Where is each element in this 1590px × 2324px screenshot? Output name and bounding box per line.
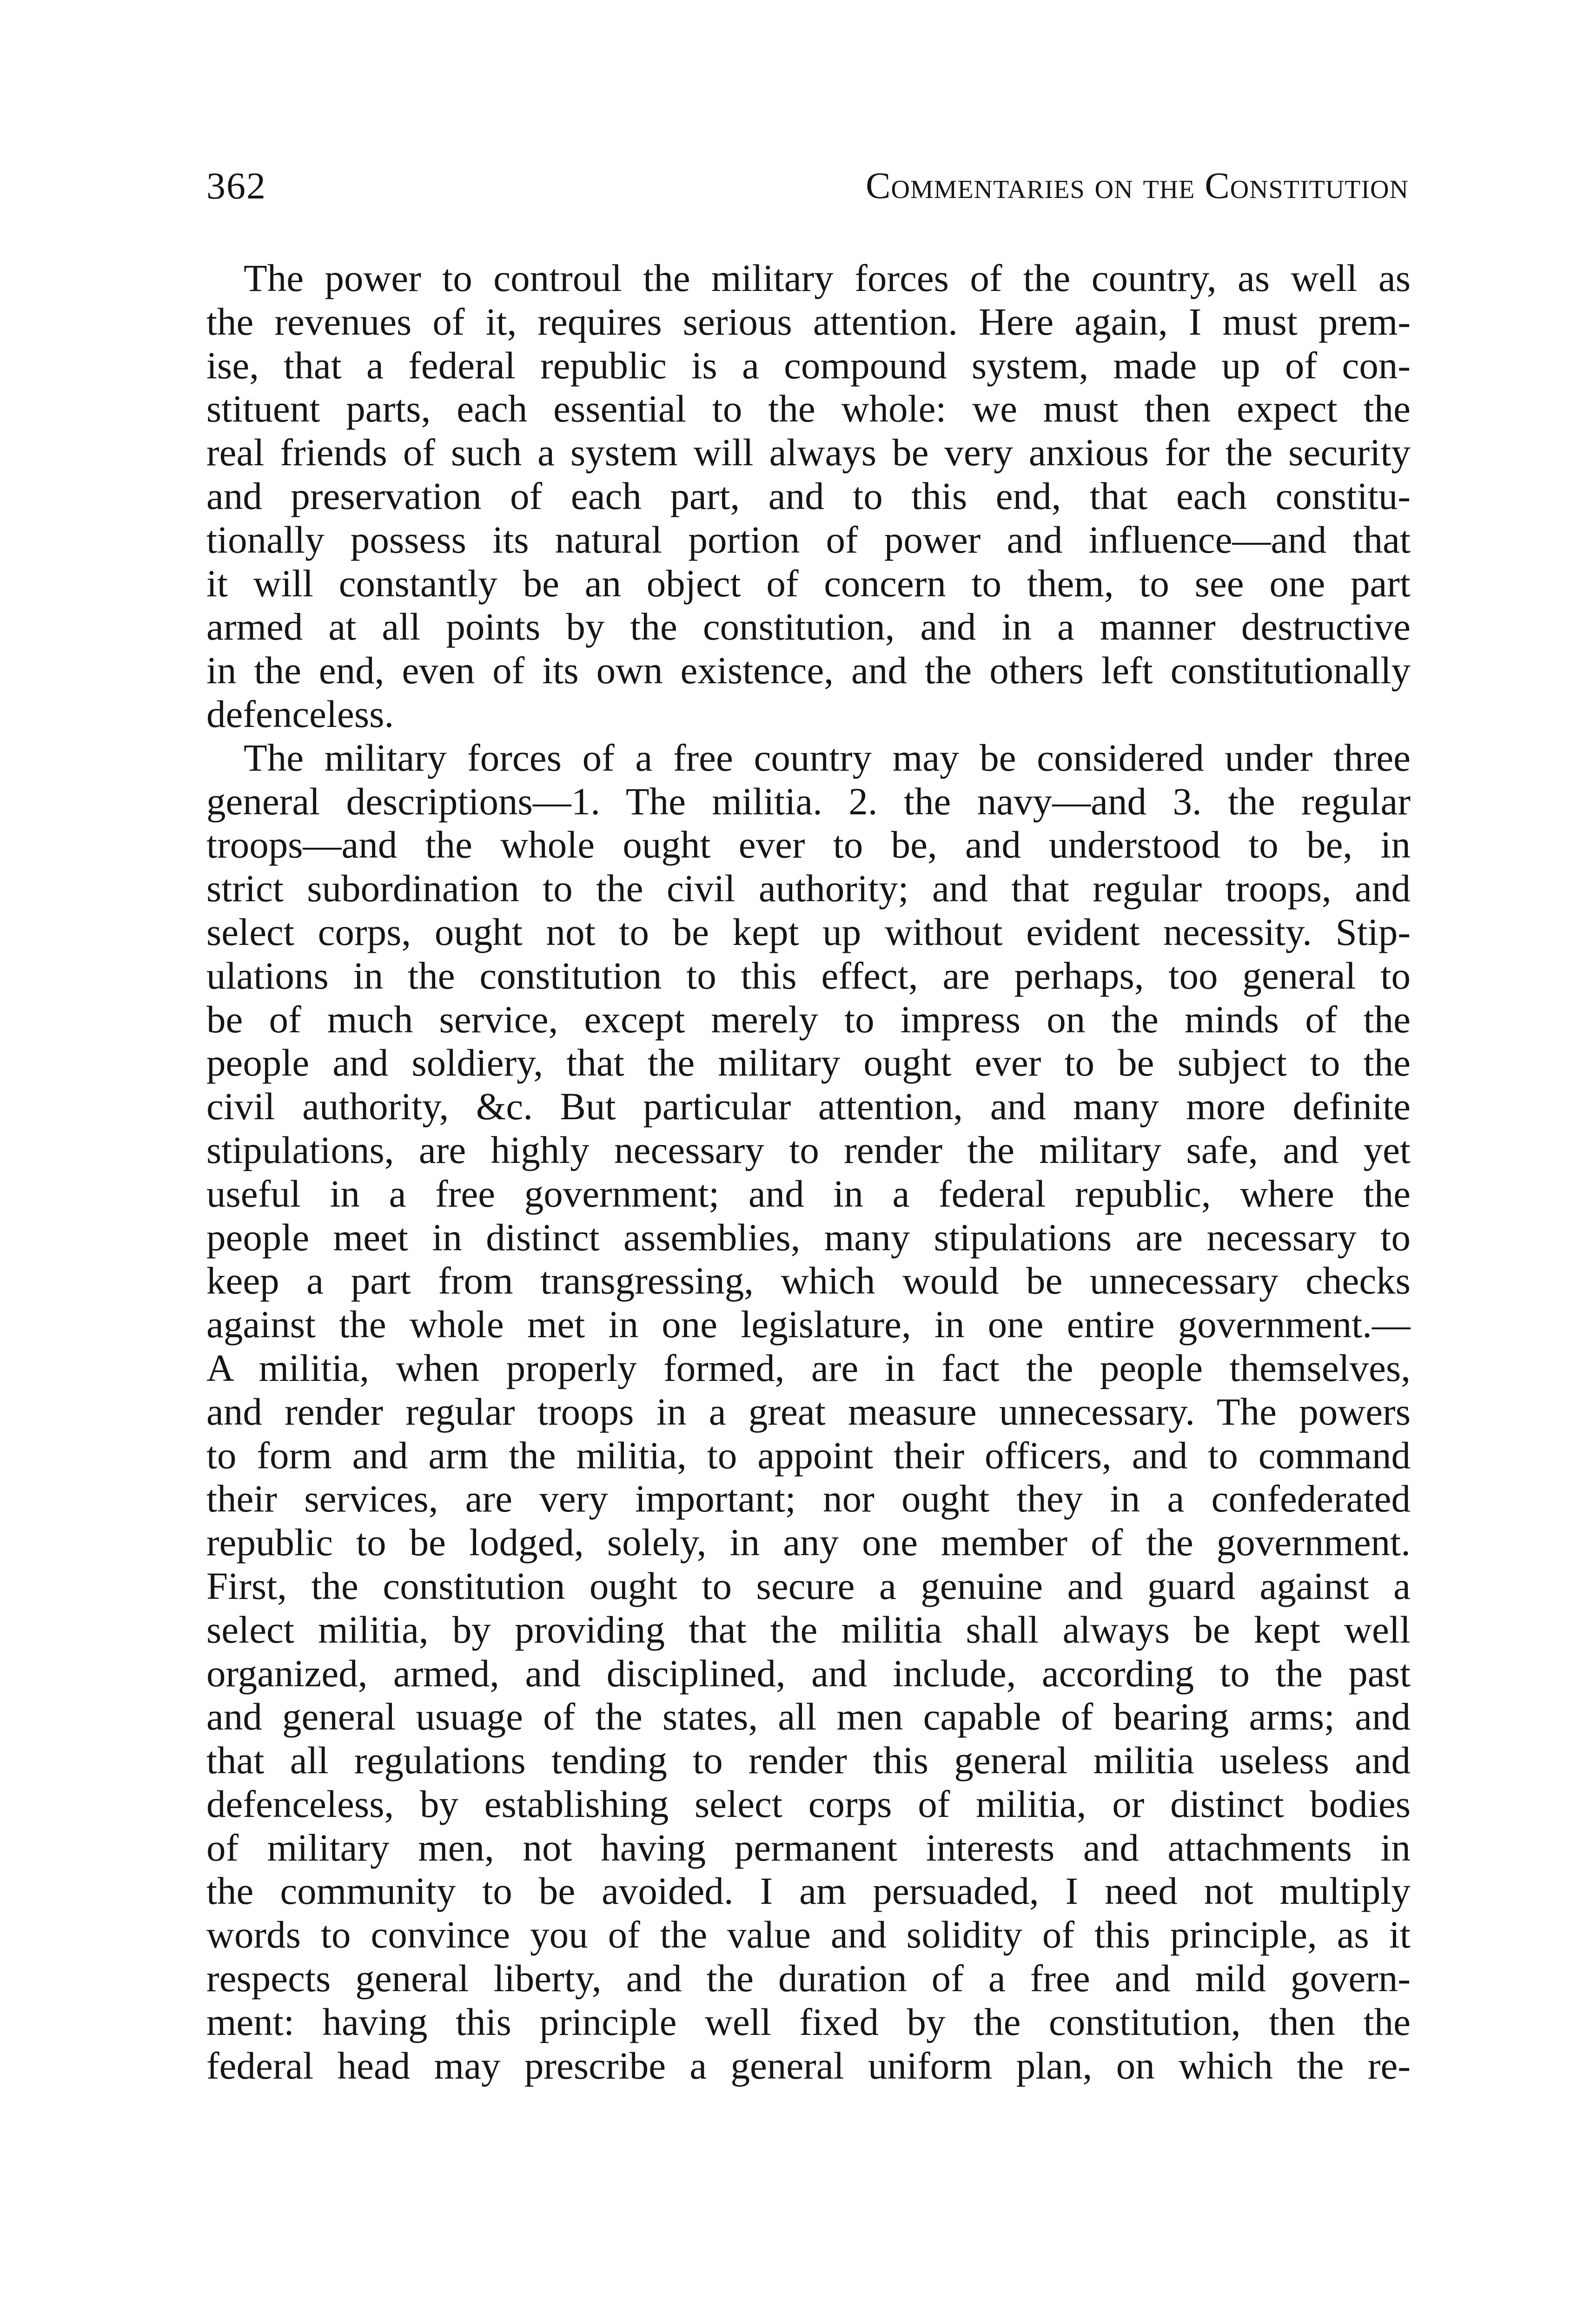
paragraph-2-line-7: be of much service, except merely to impress on the minds of the — [206, 997, 1411, 1041]
paragraph-1-line-3: ise, that a federal republic is a compound system, made up of con- — [206, 343, 1411, 387]
paragraph-2-line-28: words to convince you of the value and solidity of this principle, as it — [206, 1913, 1411, 1956]
paragraph-2-line-11: useful in a free government; and in a federal republic, where the — [206, 1172, 1411, 1215]
paragraph-2-line-27: the community to be avoided. I am persuaded, I need not multiply — [206, 1869, 1411, 1913]
paragraph-2-line-22: organized, armed, and disciplined, and include, according to the past — [206, 1651, 1411, 1695]
paragraph-2-line-30: ment: having this principle well fixed by the constitution, then the — [206, 2000, 1411, 2043]
paragraph-2-line-31: federal head may prescribe a general uniform plan, on which the re- — [206, 2044, 1411, 2087]
paragraph-2-line-15: A militia, when properly formed, are in fact the people themselves, — [206, 1346, 1411, 1389]
page-header — [206, 160, 1409, 211]
paragraph-2-line-16: and render regular troops in a great measure unnecessary. The powers — [206, 1390, 1411, 1433]
paragraph-2-line-6: ulations in the constitution to this effect, are perhaps, too general to — [206, 954, 1411, 997]
paragraph-2-line-20: First, the constitution ought to secure a genuine and guard against a — [206, 1564, 1411, 1607]
paragraph-2-line-4: strict subordination to the civil authority; and that regular troops, and — [206, 867, 1411, 910]
paragraph-2-line-23: and general usuage of the states, all men capable of bearing arms; and — [206, 1695, 1411, 1738]
paragraph-1-line-6: and preservation of each part, and to this end, that each constitu- — [206, 474, 1411, 517]
paragraph-1-line-11: defenceless. — [206, 692, 394, 735]
paragraph-2-line-18: their services, are very important; nor ought they in a confederated — [206, 1477, 1411, 1520]
paragraph-1-line-5: real friends of such a system will always be very anxious for the security — [206, 431, 1411, 474]
paragraph-1-line-4: stituent parts, each essential to the whole: we must then expect the — [206, 387, 1411, 430]
body-text — [206, 257, 1411, 2087]
paragraph-1-line-8: it will constantly be an object of concern to them, to see one part — [206, 561, 1411, 605]
paragraph-2-line-21: select militia, by providing that the militia shall always be kept well — [206, 1608, 1411, 1651]
paragraph-2-line-12: people meet in distinct assemblies, many stipulations are necessary to — [206, 1215, 1411, 1259]
paragraph-2-line-14: against the whole met in one legislature, in one entire government.— — [206, 1303, 1411, 1346]
paragraph-2-line-5: select corps, ought not to be kept up without evident necessity. Stip- — [206, 910, 1411, 953]
paragraph-1-line-7: tionally possess its natural portion of power and influence—and that — [206, 518, 1411, 561]
paragraph-2-line-9: civil authority, &c. But particular attention, and many more definite — [206, 1085, 1411, 1128]
paragraph-2-line-10: stipulations, are highly necessary to render the military safe, and yet — [206, 1128, 1411, 1171]
paragraph-2-line-8: people and soldiery, that the military ought ever to be subject to the — [206, 1041, 1411, 1084]
paragraph-2-line-19: republic to be lodged, solely, in any one member of the government. — [206, 1521, 1411, 1564]
paragraph-2-line-13: keep a part from transgressing, which would be unnecessary checks — [206, 1259, 1411, 1302]
paragraph-2-line-29: respects general liberty, and the duration of a free and mild govern- — [206, 1957, 1411, 2000]
paragraph-2-line-26: of military men, not having permanent interests and attachments in — [206, 1826, 1411, 1869]
paragraph-1-line-1: The power to controul the military forces of the country, as well as — [244, 257, 1411, 299]
paragraph-2-line-1: The military forces of a free country may be considered under three — [244, 736, 1411, 779]
paragraph-2-line-3: troops—and the whole ought ever to be, and understood to be, in — [206, 823, 1411, 866]
paragraph-1-line-10: in the end, even of its own existence, and the others left constitutionally — [206, 649, 1411, 692]
paragraph-2-line-2: general descriptions—1. The militia. 2. the navy—and 3. the regular — [206, 779, 1411, 823]
running-head: Commentaries on the Constitution — [866, 165, 1409, 206]
paragraph-1-line-2: the revenues of it, requires serious attention. Here again, I must prem- — [206, 300, 1411, 343]
paragraph-1-line-9: armed at all points by the constitution, and in a manner destructive — [206, 605, 1411, 648]
paragraph-2-line-25: defenceless, by establishing select corps of militia, or distinct bodies — [206, 1782, 1411, 1825]
paragraph-2-line-24: that all regulations tending to render this general militia useless and — [206, 1739, 1411, 1782]
page-number: 362 — [206, 165, 266, 207]
paragraph-2-line-17: to form and arm the militia, to appoint their officers, and to command — [206, 1433, 1411, 1477]
